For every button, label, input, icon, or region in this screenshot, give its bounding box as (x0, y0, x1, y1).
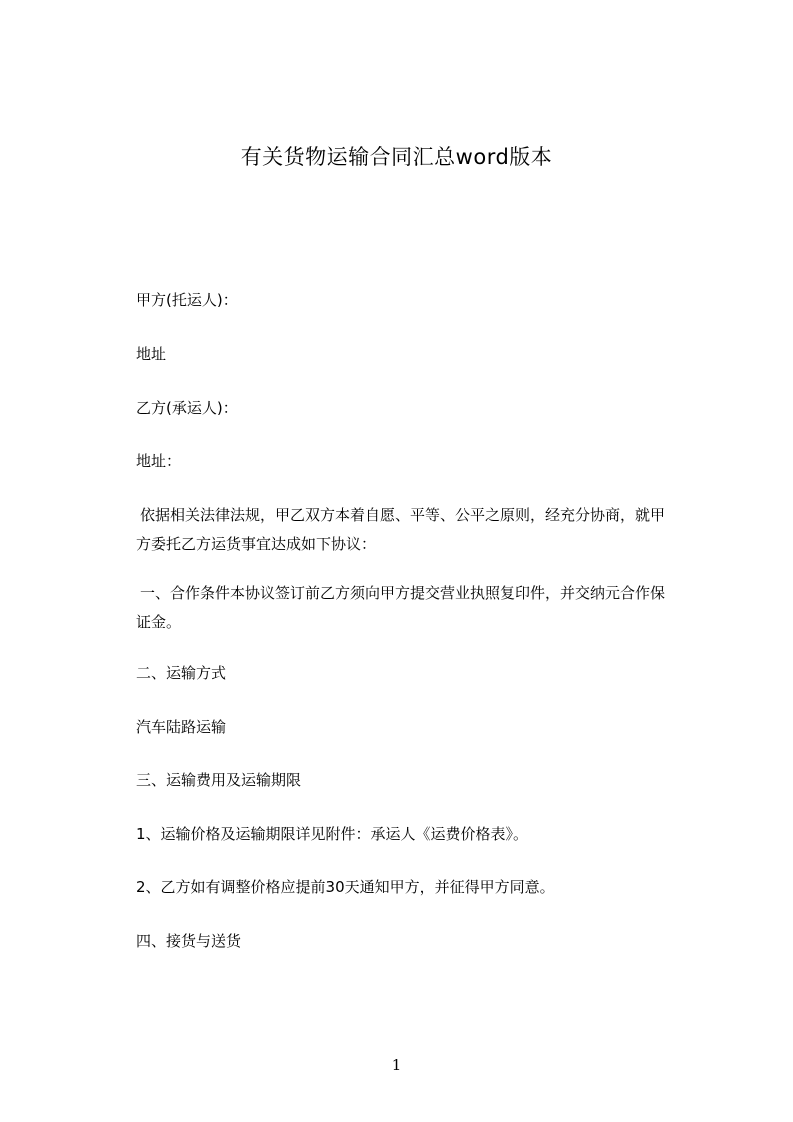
party-a-address-line: 地址 (136, 345, 167, 363)
clause-one-line-1: 一、合作条件本协议签订前乙方须向甲方提交营业执照复印件，并交纳元合作保 (140, 584, 666, 602)
basis-paragraph-line-2: 方委托乙方运货事宜达成如下协议： (136, 535, 377, 553)
clause-one-paragraph (136, 579, 711, 637)
transport-method-line: 汽车陆路运输 (136, 718, 227, 736)
party-a-line: 甲方(托运人)： (136, 291, 238, 309)
price-clause-1: 1、运输价格及运输期限详见附件：承运人《运费价格表》。 (136, 825, 529, 843)
section-four-heading: 四、接货与送货 (136, 932, 242, 950)
section-three-heading: 三、运输费用及运输期限 (136, 771, 302, 789)
party-b-line: 乙方(承运人)： (136, 399, 238, 417)
clause-one-line-2: 证金。 (136, 613, 182, 631)
price-clause-2: 2、乙方如有调整价格应提前30天通知甲方，并征得甲方同意。 (136, 878, 555, 896)
section-two-heading: 二、运输方式 (136, 664, 227, 682)
basis-paragraph (136, 501, 711, 559)
page-number: 1 (391, 1056, 402, 1074)
party-b-address-line: 地址： (136, 452, 182, 470)
document-title: 有关货物运输合同汇总word版本 (240, 145, 553, 169)
basis-paragraph-line-1: 依据相关法律法规，甲乙双方本着自愿、平等、公平之原则，经充分协商，就甲 (140, 506, 666, 524)
